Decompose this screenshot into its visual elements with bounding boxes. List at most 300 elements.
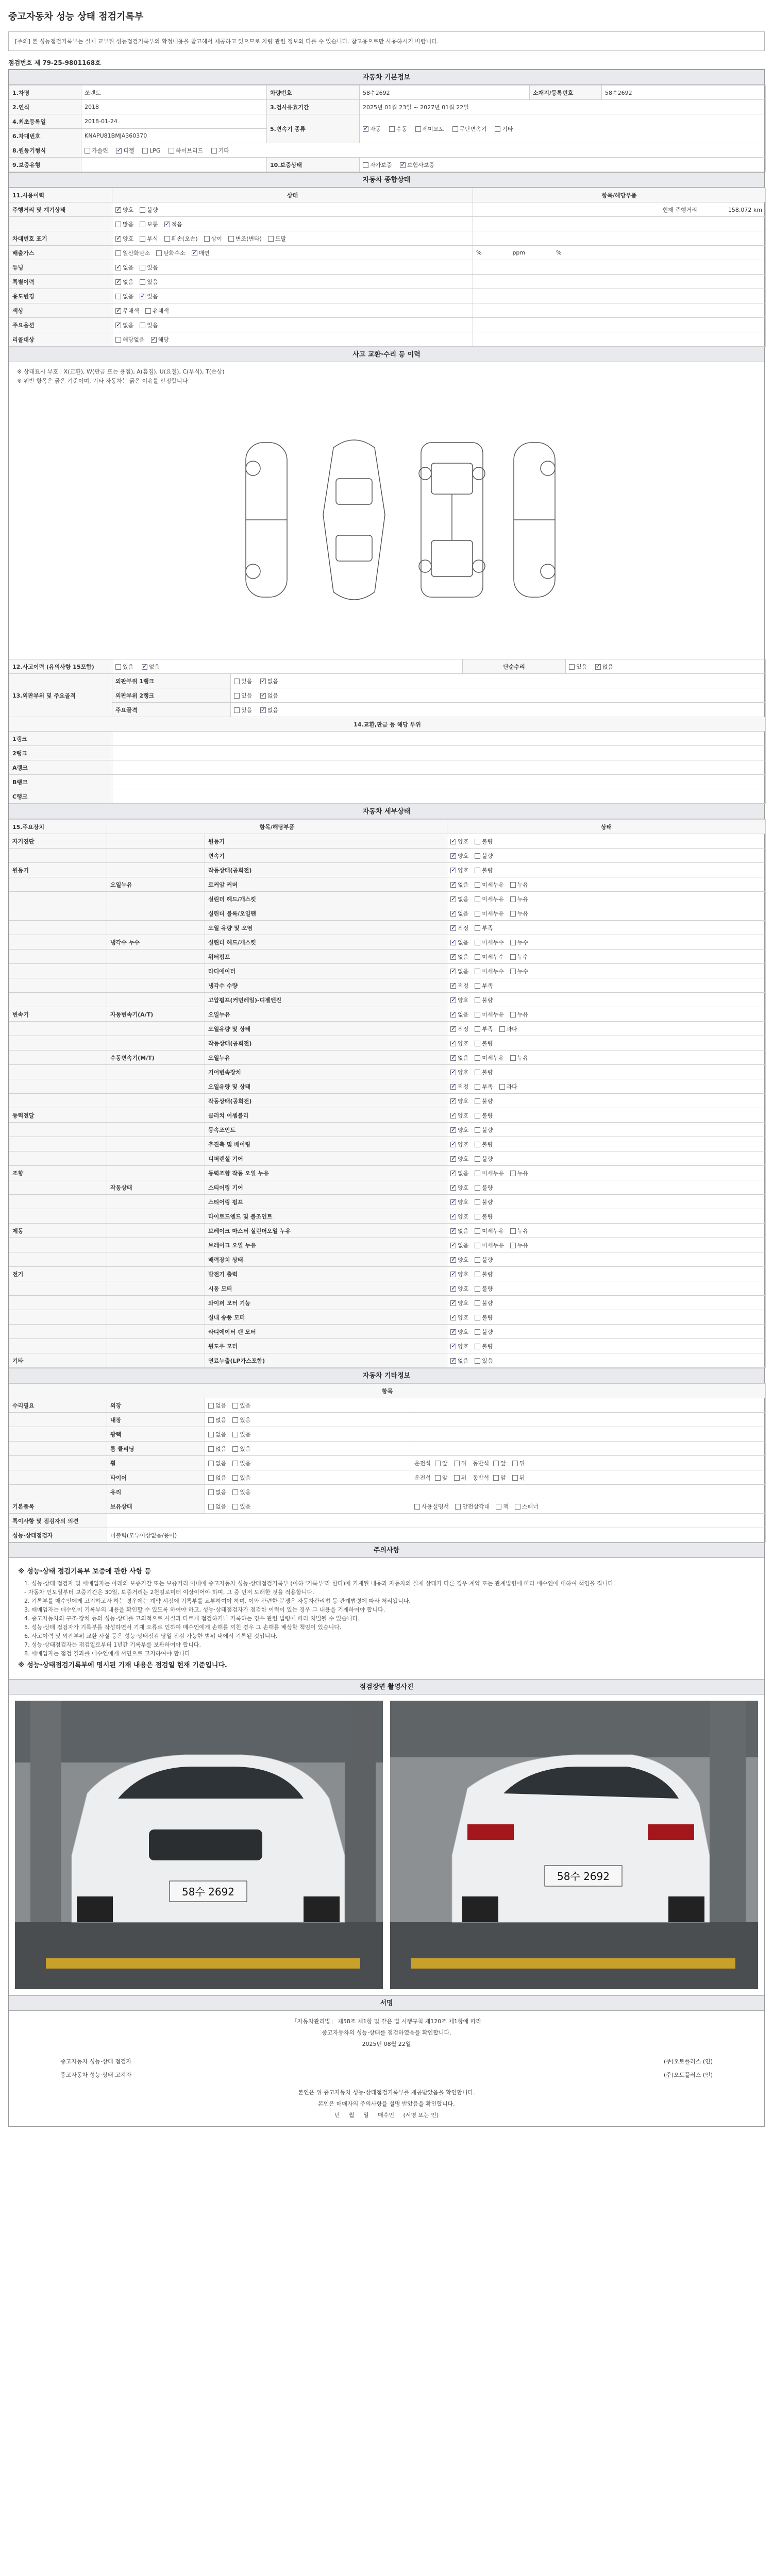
other-option-label: 있음: [240, 1431, 251, 1438]
detail-checkbox-0[interactable]: [450, 997, 456, 1003]
detail-checkbox-2[interactable]: [510, 896, 516, 902]
checkbox-rank1-no[interactable]: [260, 679, 266, 684]
general-checkbox-1[interactable]: [140, 323, 145, 328]
section-accident-title: 사고 교환·수리 등 이력: [9, 347, 764, 362]
detail-checkbox-0[interactable]: [450, 1228, 456, 1234]
detail-option-label: 불량: [482, 1198, 493, 1206]
other-option-label: 없음: [215, 1402, 227, 1409]
checkbox-rank2-yes[interactable]: [234, 693, 240, 699]
detail-option-label: 불량: [482, 1155, 493, 1162]
detail-checkbox-1[interactable]: [475, 1041, 480, 1046]
detail-item: 오일유량 및 상태: [205, 1022, 447, 1036]
detail-checkbox-1[interactable]: [475, 1286, 480, 1292]
detail-option: [475, 1313, 493, 1321]
other-fl-option: [493, 1459, 506, 1467]
detail-group: [9, 1022, 107, 1036]
general-row: [9, 231, 766, 246]
detail-row: [9, 849, 766, 863]
general-checkbox-0[interactable]: [115, 265, 121, 270]
detail-option: [450, 1010, 468, 1019]
checkbox-frame-no[interactable]: [260, 707, 266, 713]
detail-checkbox-1[interactable]: [475, 1315, 480, 1320]
detail-checkbox-0[interactable]: [450, 853, 456, 859]
detail-checkbox-1[interactable]: [475, 911, 480, 917]
front-photo[interactable]: [15, 1701, 383, 1989]
other-checkbox-1[interactable]: [232, 1489, 238, 1495]
detail-subgroup: [107, 906, 205, 921]
general-checkbox-1[interactable]: [140, 279, 145, 285]
detail-checkbox-1[interactable]: [475, 1243, 480, 1248]
detail-checkbox-0[interactable]: [450, 1127, 456, 1133]
detail-options: [447, 1209, 766, 1224]
detail-checkbox-0[interactable]: [450, 1329, 456, 1335]
detail-group: [9, 1310, 107, 1325]
detail-option: [450, 909, 468, 918]
detail-row: [9, 834, 766, 849]
other-fl-label: 뒤: [519, 1460, 525, 1467]
checkbox-accident-no[interactable]: [142, 664, 147, 670]
detail-options: [447, 1353, 766, 1368]
detail-checkbox-2[interactable]: [510, 940, 516, 945]
other-fl-checkbox[interactable]: [454, 1475, 460, 1481]
detail-subgroup: [107, 863, 205, 877]
detail-checkbox-1[interactable]: [475, 969, 480, 974]
rear-photo[interactable]: [390, 1701, 758, 1989]
detail-option-label: 양호: [458, 1328, 469, 1335]
general-option-label: 무채색: [123, 307, 139, 314]
general-checkbox-0[interactable]: [115, 308, 121, 314]
detail-group: [9, 950, 107, 964]
other-fl-checkbox[interactable]: [493, 1461, 499, 1466]
detail-checkbox-0[interactable]: [450, 1084, 456, 1090]
rank-val-3: [112, 760, 766, 775]
label-opinion: 특이사항 및 점검자의 의견: [9, 1514, 107, 1528]
detail-checkbox-0[interactable]: [450, 1315, 456, 1320]
basic-item-checkbox[interactable]: [414, 1504, 420, 1510]
detail-item: 실린더 블록/오일팬: [205, 906, 447, 921]
detail-options: [447, 1108, 766, 1123]
sig-seller-label: 중고자동차 성능·상태 고지자: [60, 2072, 132, 2078]
detail-item: 연료누출(LP가스포함): [205, 1353, 447, 1368]
detail-option: [510, 909, 528, 918]
detail-subgroup: [107, 1224, 205, 1238]
detail-option: [450, 1025, 468, 1033]
general-checkbox-0[interactable]: [115, 337, 121, 343]
detail-checkbox-2[interactable]: [499, 1084, 505, 1090]
detail-checkbox-1[interactable]: [475, 983, 480, 989]
detail-checkbox-0[interactable]: [450, 940, 456, 945]
other-fl-checkbox[interactable]: [512, 1461, 518, 1466]
detail-checkbox-1[interactable]: [475, 1358, 480, 1364]
caution-item: 2. 기록부를 매수인에게 고지하고자 하는 경우에는 계약 시점에 기록부를 교부하여야 하며, 이와 관련한 분쟁은 자동차관리법 등 관계법령에 따라 처리됩니다.: [24, 1598, 411, 1604]
detail-checkbox-2[interactable]: [510, 882, 516, 888]
general-option-label: 도말: [275, 235, 287, 242]
checkbox-manual[interactable]: [389, 126, 395, 132]
general-row: [9, 289, 766, 303]
general-option: [268, 234, 286, 243]
basic-item-checkbox[interactable]: [515, 1504, 520, 1510]
sig-inspector-label: 중고자동차 성능·상태 점검자: [60, 2058, 132, 2065]
detail-option-label: 불량: [482, 1184, 493, 1191]
general-head-usage: 11.사용이력: [9, 188, 112, 202]
detail-checkbox-1[interactable]: [475, 1300, 480, 1306]
other-checkbox-0[interactable]: [208, 1403, 214, 1409]
label-inspection-period: 3.검사유효기간: [267, 100, 360, 114]
general-row: [9, 202, 766, 217]
detail-item: 작동상태(공회전): [205, 1094, 447, 1108]
detail-checkbox-1[interactable]: [475, 1026, 480, 1032]
detail-option: [475, 1082, 493, 1091]
checkbox-self-warranty[interactable]: [363, 162, 368, 168]
detail-checkbox-0[interactable]: [450, 1026, 456, 1032]
checkbox-semi[interactable]: [415, 126, 421, 132]
detail-checkbox-0[interactable]: [450, 983, 456, 989]
general-option-label: 매연: [198, 249, 210, 257]
other-extra: [411, 1485, 766, 1499]
general-checkbox-1[interactable]: [140, 236, 145, 242]
general-checkbox-1[interactable]: [140, 265, 145, 270]
transmission-options: [360, 114, 766, 143]
rank-row-5: [9, 789, 766, 804]
detail-checkbox-1[interactable]: [475, 1344, 480, 1349]
detail-option-label: 불량: [482, 1285, 493, 1292]
detail-row: [9, 1281, 766, 1296]
detail-checkbox-1[interactable]: [475, 1329, 480, 1335]
detail-option: [510, 953, 528, 961]
detail-group: [9, 1036, 107, 1050]
detail-checkbox-0[interactable]: [450, 1243, 456, 1248]
detail-checkbox-0[interactable]: [450, 1272, 456, 1277]
sig-line-2: 중고자동차의 성능·상태를 점검하였음을 확인합니다.: [322, 2029, 451, 2036]
checkbox-other[interactable]: [495, 126, 500, 132]
emission-unit: %: [476, 249, 482, 256]
rank-label-5: C랭크: [9, 789, 112, 804]
general-checkbox-0[interactable]: [115, 222, 121, 227]
basic-item-checkbox[interactable]: [455, 1504, 461, 1510]
detail-group: [9, 906, 107, 921]
other-fl-checkbox[interactable]: [435, 1475, 441, 1481]
detail-options: [447, 935, 766, 950]
other-group: [9, 1413, 107, 1427]
detail-checkbox-0[interactable]: [450, 868, 456, 873]
detail-checkbox-1[interactable]: [475, 1171, 480, 1176]
detail-checkbox-1[interactable]: [475, 1098, 480, 1104]
other-extra: [411, 1470, 766, 1485]
general-checkbox-1[interactable]: [140, 294, 145, 299]
detail-option: [499, 1082, 517, 1091]
detail-row: [9, 892, 766, 906]
detail-checkbox-1[interactable]: [475, 1055, 480, 1061]
sig-buyer-label: 매수인: [378, 2112, 395, 2119]
detail-subgroup: [107, 1267, 205, 1281]
general-row-item: [473, 332, 766, 347]
detail-checkbox-1[interactable]: [475, 1214, 480, 1219]
accident-row-history: [9, 659, 766, 674]
checkbox-gasoline[interactable]: [85, 148, 90, 154]
checkbox-repair-no[interactable]: [595, 664, 601, 670]
detail-checkbox-0[interactable]: [450, 954, 456, 960]
checkbox-auto[interactable]: [363, 126, 368, 132]
detail-options: [447, 1151, 766, 1166]
detail-row: [9, 1353, 766, 1368]
detail-checkbox-1[interactable]: [475, 1012, 480, 1018]
other-checkbox-1[interactable]: [232, 1446, 238, 1452]
general-checkbox-0[interactable]: [115, 250, 121, 256]
detail-checkbox-1[interactable]: [475, 1257, 480, 1263]
sig-seller-row: [9, 2069, 764, 2082]
checkbox-cvt[interactable]: [452, 126, 458, 132]
detail-checkbox-2[interactable]: [510, 1012, 516, 1018]
detail-option-label: 양호: [458, 867, 469, 874]
checkbox-repair-yes[interactable]: [569, 664, 575, 670]
detail-row: [9, 964, 766, 978]
checkbox-frame-yes[interactable]: [234, 707, 240, 713]
general-checkbox-0[interactable]: [115, 294, 121, 299]
detail-option-label: 적정: [458, 924, 469, 931]
detail-checkbox-0[interactable]: [450, 1185, 456, 1191]
detail-checkbox-0[interactable]: [450, 1012, 456, 1018]
detail-option: [475, 1198, 493, 1206]
detail-options: [447, 863, 766, 877]
caution-footer: ※ 성능·상태점검기록부에 명시된 기재 내용은 점검일 현재 기준입니다.: [18, 1662, 227, 1669]
detail-row: [9, 877, 766, 892]
detail-checkbox-0[interactable]: [450, 1344, 456, 1349]
opt-self-warranty: 자가보증: [370, 161, 392, 168]
detail-checkbox-1[interactable]: [475, 896, 480, 902]
detail-checkbox-0[interactable]: [450, 1257, 456, 1263]
other-checkbox-0[interactable]: [208, 1432, 214, 1437]
detail-options: [447, 1310, 766, 1325]
other-fl-checkbox[interactable]: [512, 1475, 518, 1481]
general-checkbox-5[interactable]: [268, 236, 274, 242]
detail-subgroup: [107, 1339, 205, 1353]
detail-option-label: 누유: [517, 1054, 529, 1061]
other-checkbox-1[interactable]: [232, 1504, 238, 1510]
general-checkbox-4[interactable]: [228, 236, 234, 242]
general-checkbox-2[interactable]: [164, 236, 170, 242]
detail-checkbox-0[interactable]: [450, 1171, 456, 1176]
detail-option: [450, 1140, 468, 1148]
other-checkbox-0[interactable]: [208, 1489, 214, 1495]
detail-checkbox-2[interactable]: [510, 954, 516, 960]
detail-row: [9, 1022, 766, 1036]
detail-option: [475, 953, 504, 961]
general-checkbox-0[interactable]: [115, 323, 121, 328]
detail-checkbox-1[interactable]: [475, 868, 480, 873]
detail-checkbox-1[interactable]: [475, 1084, 480, 1090]
other-opinion-row: [9, 1514, 766, 1528]
general-checkbox-1[interactable]: [151, 337, 157, 343]
simple-repair-options: [566, 659, 766, 674]
detail-option: [450, 1227, 468, 1235]
detail-group: [9, 1209, 107, 1224]
detail-checkbox-1[interactable]: [475, 1185, 480, 1191]
detail-checkbox-1[interactable]: [475, 940, 480, 945]
detail-options: [447, 877, 766, 892]
general-checkbox-2[interactable]: [192, 250, 197, 256]
checkbox-rank2-no[interactable]: [260, 693, 266, 699]
detail-checkbox-1[interactable]: [475, 1156, 480, 1162]
detail-checkbox-2[interactable]: [510, 911, 516, 917]
car-top-body: [323, 440, 385, 600]
checkbox-fuel-other[interactable]: [211, 148, 217, 154]
detail-item: 클러치 어셈블리: [205, 1108, 447, 1123]
other-item: 내장: [107, 1413, 205, 1427]
other-checkbox-0[interactable]: [208, 1446, 214, 1452]
detail-option-label: 미세누유: [482, 1170, 504, 1177]
label-transmission: 5.변속기 종류: [267, 114, 360, 143]
detail-option-label: 불량: [482, 852, 493, 859]
detail-checkbox-0[interactable]: [450, 1286, 456, 1292]
general-checkbox-0[interactable]: [115, 236, 121, 242]
detail-checkbox-1[interactable]: [475, 1228, 480, 1234]
detail-option: [475, 1155, 493, 1163]
checkbox-rank1-yes[interactable]: [234, 679, 240, 684]
detail-checkbox-0[interactable]: [450, 1199, 456, 1205]
detail-checkbox-1[interactable]: [475, 882, 480, 888]
detail-checkbox-1[interactable]: [475, 853, 480, 859]
detail-checkbox-1[interactable]: [475, 954, 480, 960]
general-checkbox-0[interactable]: [115, 207, 121, 213]
basic-row-engine: [9, 143, 766, 158]
detail-item: 시동 모터: [205, 1281, 447, 1296]
general-row: [9, 303, 766, 318]
other-fl-checkbox[interactable]: [493, 1475, 499, 1481]
other-fl-option: [454, 1459, 467, 1467]
detail-checkbox-2[interactable]: [510, 1055, 516, 1061]
detail-group: [9, 935, 107, 950]
detail-checkbox-2[interactable]: [499, 1026, 505, 1032]
detail-option: [475, 1256, 493, 1264]
detail-checkbox-1[interactable]: [475, 925, 480, 931]
other-checkbox-1[interactable]: [232, 1432, 238, 1437]
detail-option: [450, 1270, 468, 1278]
checkbox-insurance-warranty[interactable]: [400, 162, 406, 168]
detail-option: [450, 1256, 468, 1264]
detail-checkbox-1[interactable]: [475, 839, 480, 844]
detail-checkbox-1[interactable]: [475, 1142, 480, 1147]
detail-options: [447, 1079, 766, 1094]
detail-checkbox-0[interactable]: [450, 839, 456, 844]
detail-checkbox-0[interactable]: [450, 1142, 456, 1147]
other-checkbox-1[interactable]: [232, 1403, 238, 1409]
checkbox-diesel[interactable]: [116, 148, 122, 154]
detail-checkbox-0[interactable]: [450, 1358, 456, 1364]
general-checkbox-1[interactable]: [156, 250, 162, 256]
detail-group: [9, 1281, 107, 1296]
opt-manual: 수동: [396, 125, 408, 132]
label-vin: 6.차대번호: [9, 129, 81, 143]
other-checkbox-1[interactable]: [232, 1417, 238, 1423]
detail-option: [475, 895, 504, 903]
detail-checkbox-0[interactable]: [450, 1113, 456, 1118]
detail-checkbox-2[interactable]: [510, 1228, 516, 1234]
detail-checkbox-2[interactable]: [510, 1171, 516, 1176]
basic-item-checkbox[interactable]: [496, 1504, 501, 1510]
detail-checkbox-2[interactable]: [510, 1243, 516, 1248]
detail-checkbox-1[interactable]: [475, 1113, 480, 1118]
detail-subgroup: [107, 1065, 205, 1079]
detail-subgroup: [107, 978, 205, 993]
general-option-label: 있음: [147, 264, 158, 271]
detail-checkbox-2[interactable]: [510, 969, 516, 974]
detail-checkbox-0[interactable]: [450, 1300, 456, 1306]
other-checkbox-0[interactable]: [208, 1417, 214, 1423]
general-row-item: [473, 202, 766, 217]
general-row-options: [112, 318, 473, 332]
detail-checkbox-0[interactable]: [450, 882, 456, 888]
detail-option-label: 불량: [482, 1213, 493, 1220]
detail-option: [475, 1357, 493, 1365]
detail-checkbox-0[interactable]: [450, 896, 456, 902]
general-option: [115, 307, 139, 315]
detail-options: [447, 1267, 766, 1281]
other-fl-checkbox[interactable]: [454, 1461, 460, 1466]
checkbox-lpg[interactable]: [142, 148, 148, 154]
detail-option: [450, 1169, 468, 1177]
general-checkbox-0[interactable]: [115, 279, 121, 285]
checkbox-hybrid[interactable]: [169, 148, 174, 154]
detail-checkbox-1[interactable]: [475, 1127, 480, 1133]
general-checkbox-2[interactable]: [164, 222, 170, 227]
other-fl-checkbox[interactable]: [435, 1461, 441, 1466]
detail-options: [447, 1050, 766, 1065]
label-warranty: 9.보증유형: [9, 158, 81, 172]
detail-checkbox-0[interactable]: [450, 1214, 456, 1219]
detail-subgroup: [107, 1195, 205, 1209]
detail-checkbox-0[interactable]: [450, 969, 456, 974]
other-checkbox-0[interactable]: [208, 1475, 214, 1481]
detail-option: [450, 866, 468, 874]
sig-line-3: 본인은 위 중고자동차 성능·상태점검기록부를 제공받았음을 확인합니다.: [298, 2089, 475, 2096]
detail-option: [450, 1082, 468, 1091]
detail-checkbox-1[interactable]: [475, 1070, 480, 1075]
basic-row-name: [9, 86, 766, 100]
other-checkbox-1[interactable]: [232, 1461, 238, 1466]
general-checkbox-1[interactable]: [140, 222, 145, 227]
other-extra: [411, 1427, 766, 1442]
general-checkbox-3[interactable]: [204, 236, 210, 242]
detail-option: [475, 1270, 493, 1278]
detail-checkbox-0[interactable]: [450, 1156, 456, 1162]
detail-checkbox-0[interactable]: [450, 925, 456, 931]
other-group: [9, 1485, 107, 1499]
detail-checkbox-1[interactable]: [475, 1199, 480, 1205]
other-checkbox-0[interactable]: [208, 1461, 214, 1466]
detail-options: [447, 921, 766, 935]
general-checkbox-1[interactable]: [145, 308, 151, 314]
other-checkbox-1[interactable]: [232, 1475, 238, 1481]
general-row: [9, 275, 766, 289]
detail-option: [450, 1313, 468, 1321]
basic-item-label: 안전삼각대: [462, 1503, 490, 1510]
general-option-label: 없음: [123, 278, 134, 285]
detail-option-label: 부족: [482, 982, 493, 989]
detail-checkbox-1[interactable]: [475, 1272, 480, 1277]
other-checkbox-0[interactable]: [208, 1504, 214, 1510]
detail-checkbox-0[interactable]: [450, 1055, 456, 1061]
detail-item: 냉각수 수량: [205, 978, 447, 993]
detail-checkbox-1[interactable]: [475, 997, 480, 1003]
detail-checkbox-0[interactable]: [450, 1098, 456, 1104]
detail-checkbox-0[interactable]: [450, 911, 456, 917]
general-checkbox-1[interactable]: [140, 207, 145, 213]
other-group: 기본품목: [9, 1499, 107, 1514]
checkbox-accident-yes[interactable]: [115, 664, 121, 670]
detail-option-label: 양호: [458, 1155, 469, 1162]
detail-checkbox-0[interactable]: [450, 1041, 456, 1046]
detail-checkbox-0[interactable]: [450, 1070, 456, 1075]
